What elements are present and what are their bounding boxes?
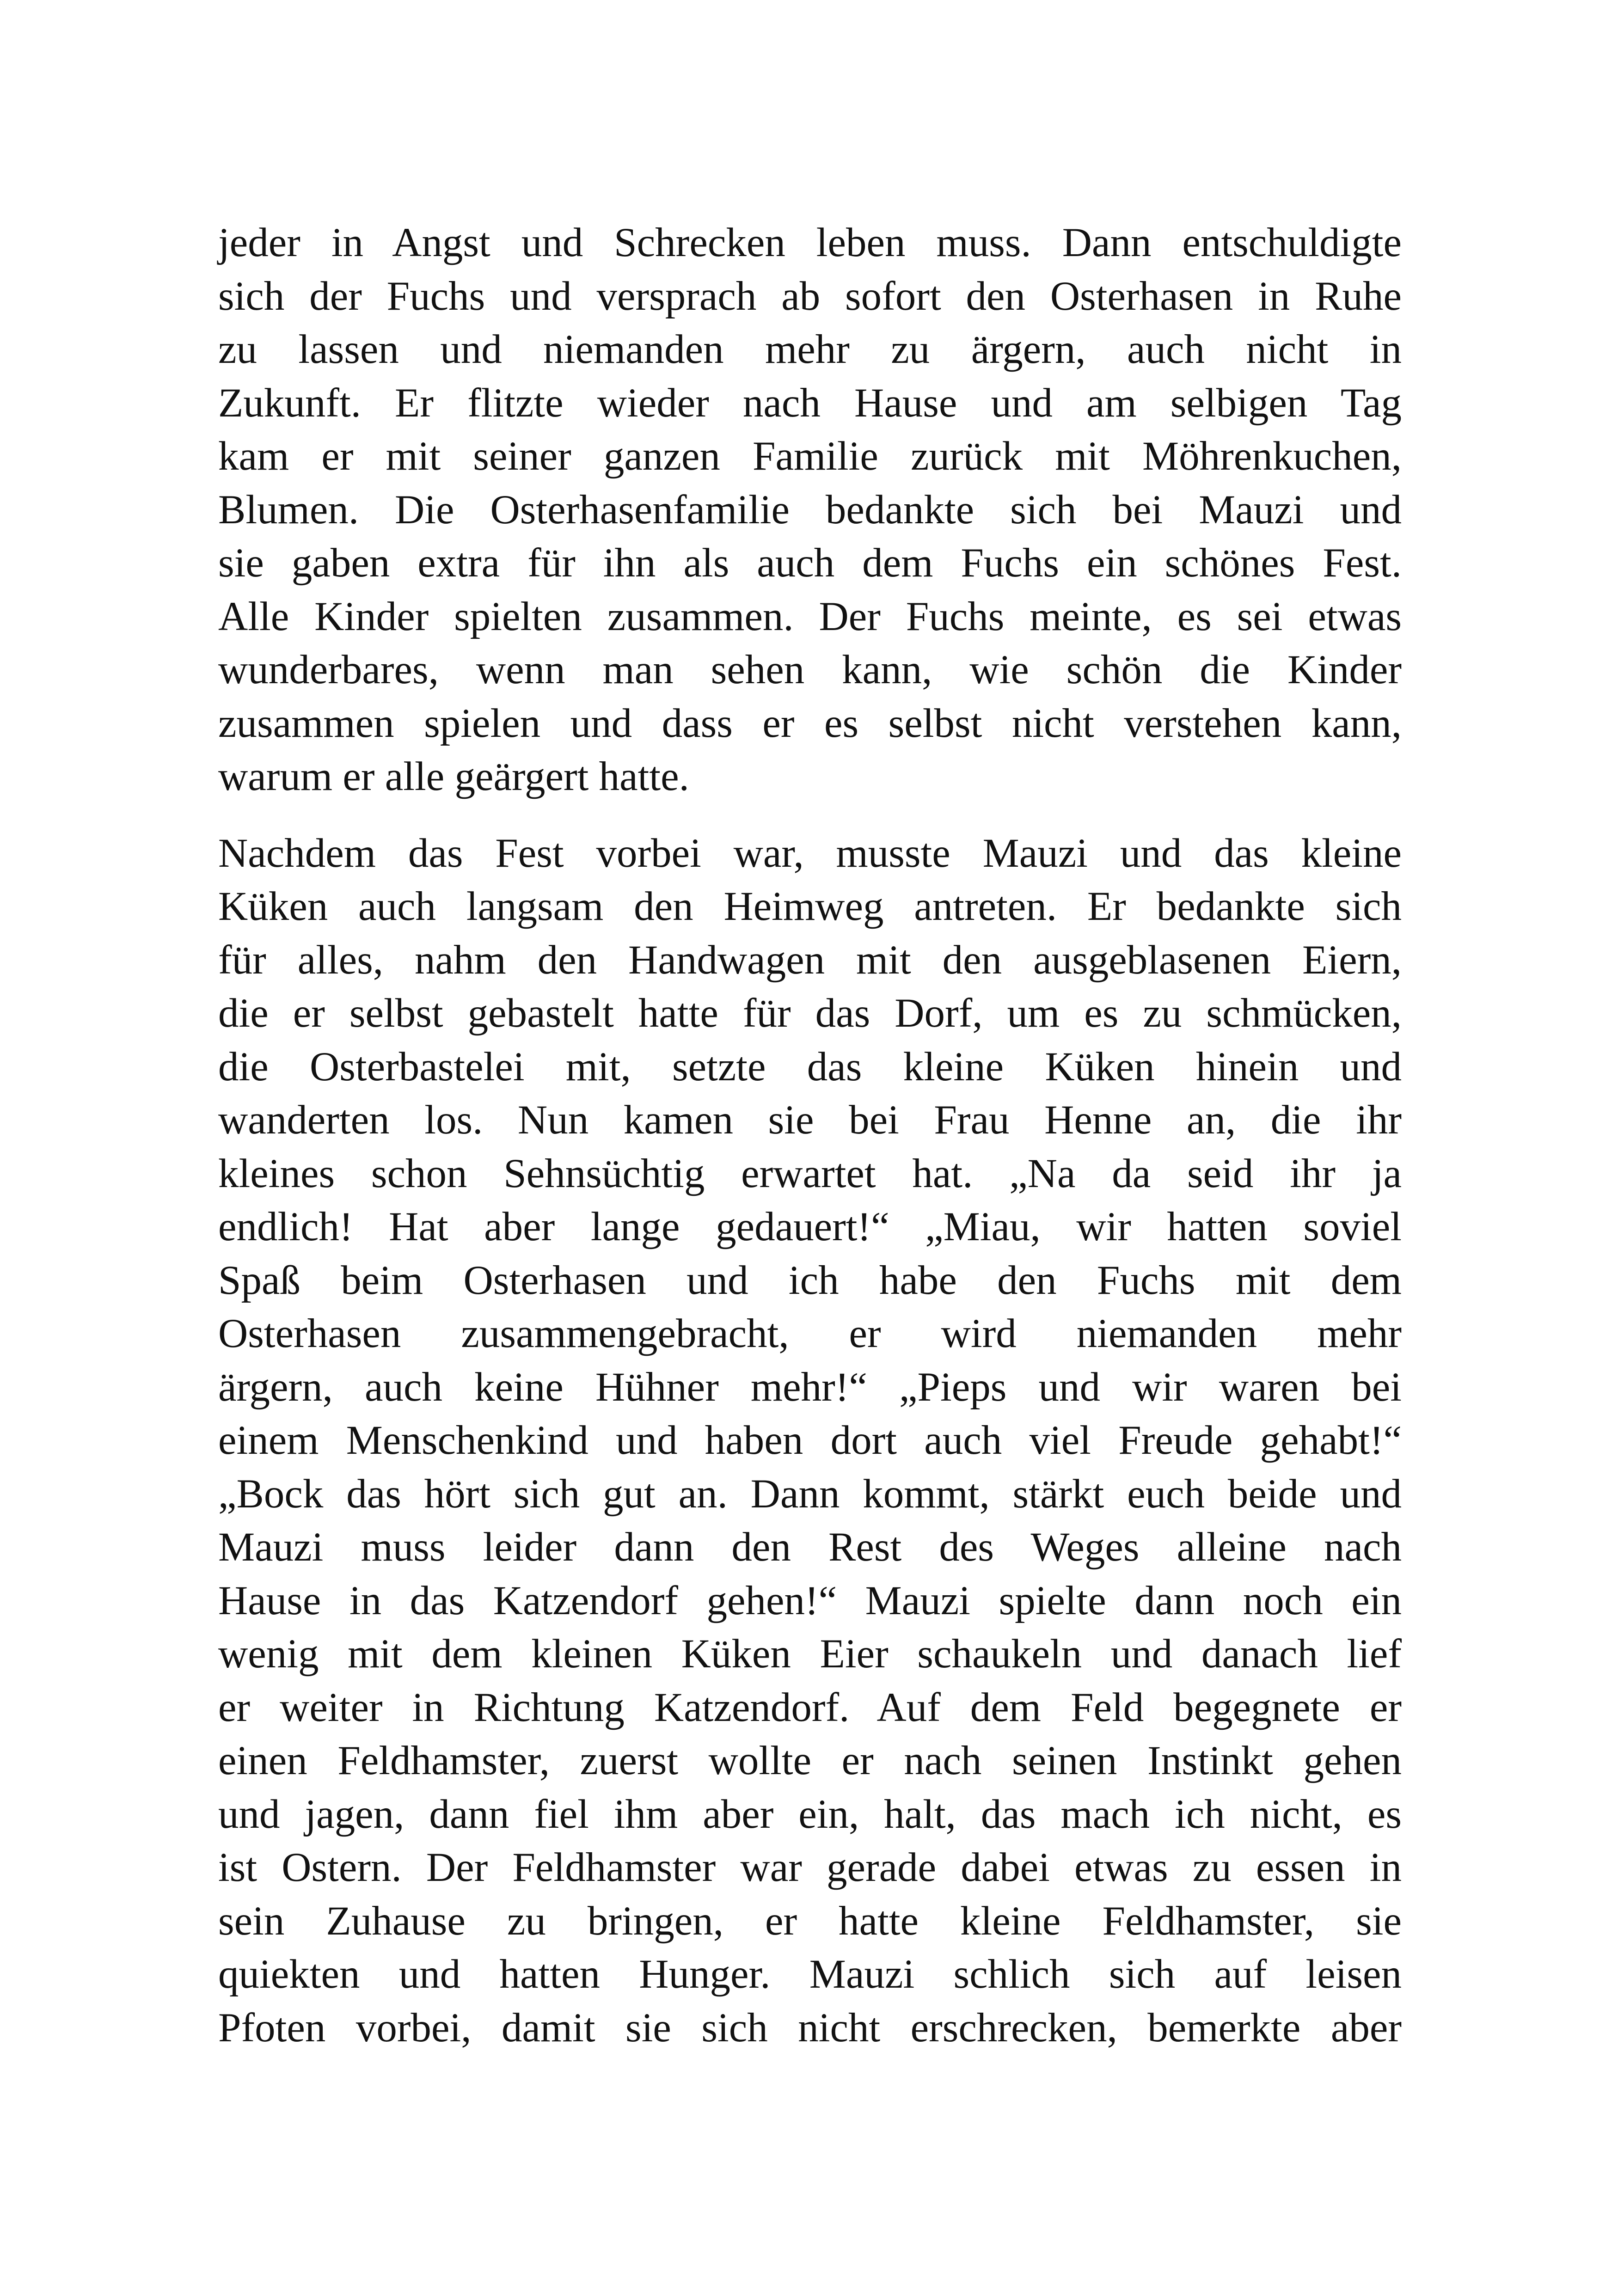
text-line: warum er alle geärgert hatte. xyxy=(218,754,689,799)
paragraph-1 xyxy=(218,216,1402,804)
text-line: Nachdem das Fest vorbei war, musste Mauzi und das kleine xyxy=(218,830,1402,876)
text-line: einen Feldhamster, zuerst wollte er nach seinen Instinkt gehen xyxy=(218,1738,1402,1783)
text-line: Pfoten vorbei, damit sie sich nicht erschrecken, bemerkte aber xyxy=(218,2005,1402,2051)
text-line: Zukunft. Er flitzte wieder nach Hause und am selbigen Tag xyxy=(218,380,1402,426)
text-line: jeder in Angst und Schrecken leben muss. Dann entschuldigte xyxy=(218,220,1402,265)
text-line: sich der Fuchs und versprach ab sofort den Osterhasen in Ruhe xyxy=(218,273,1402,319)
text-line: Mauzi muss leider dann den Rest des Weges alleine nach xyxy=(218,1525,1402,1570)
text-line: ärgern, auch keine Hühner mehr!“ „Pieps und wir waren bei xyxy=(218,1364,1402,1410)
text-line: die er selbst gebastelt hatte für das Dorf, um es zu schmücken, xyxy=(218,991,1402,1036)
text-line: wenig mit dem kleinen Küken Eier schaukeln und danach lief xyxy=(218,1631,1402,1677)
text-line: sie gaben extra für ihn als auch dem Fuchs ein schönes Fest. xyxy=(218,540,1402,586)
text-line: zusammen spielen und dass er es selbst nicht verstehen kann, xyxy=(218,700,1402,746)
text-line: Alle Kinder spielten zusammen. Der Fuchs meinte, es sei etwas xyxy=(218,594,1402,639)
text-line: zu lassen und niemanden mehr zu ärgern, auch nicht in xyxy=(218,327,1402,372)
text-line: sein Zuhause zu bringen, er hatte kleine Feldhamster, sie xyxy=(218,1898,1402,1944)
text-line: einem Menschenkind und haben dort auch viel Freude gehabt!“ xyxy=(218,1418,1402,1463)
text-line: Hause in das Katzendorf gehen!“ Mauzi spielte dann noch ein xyxy=(218,1578,1402,1623)
text-line: Spaß beim Osterhasen und ich habe den Fuchs mit dem xyxy=(218,1257,1402,1303)
text-line: Osterhasen zusammengebracht, er wird niemanden mehr xyxy=(218,1311,1402,1356)
text-line: für alles, nahm den Handwagen mit den ausgeblasenen Eiern, xyxy=(218,937,1402,983)
text-line: endlich! Hat aber lange gedauert!“ „Miau, wir hatten soviel xyxy=(218,1204,1402,1249)
text-line: Blumen. Die Osterhasenfamilie bedankte sich bei Mauzi und xyxy=(218,487,1402,533)
text-line: wunderbares, wenn man sehen kann, wie schön die Kinder xyxy=(218,647,1402,692)
paragraph-2 xyxy=(218,827,1402,2055)
text-line: wanderten los. Nun kamen sie bei Frau Henne an, die ihr xyxy=(218,1097,1402,1143)
text-line: kleines schon Sehnsüchtig erwartet hat. „Na da seid ihr ja xyxy=(218,1151,1402,1196)
text-line: die Osterbastelei mit, setzte das kleine Küken hinein und xyxy=(218,1044,1402,1090)
text-line: ist Ostern. Der Feldhamster war gerade dabei etwas zu essen in xyxy=(218,1845,1402,1890)
text-line: quiekten und hatten Hunger. Mauzi schlich sich auf leisen xyxy=(218,1952,1402,1997)
text-line: kam er mit seiner ganzen Familie zurück mit Möhrenkuchen, xyxy=(218,434,1402,479)
text-line: und jagen, dann fiel ihm aber ein, halt, das mach ich nicht, es xyxy=(218,1791,1402,1837)
text-line: Küken auch langsam den Heimweg antreten. Er bedankte sich xyxy=(218,884,1402,929)
text-line: „Bock das hört sich gut an. Dann kommt, stärkt euch beide und xyxy=(218,1471,1402,1517)
body-text xyxy=(218,216,1402,2055)
text-line: er weiter in Richtung Katzendorf. Auf dem Feld begegnete er xyxy=(218,1684,1402,1730)
